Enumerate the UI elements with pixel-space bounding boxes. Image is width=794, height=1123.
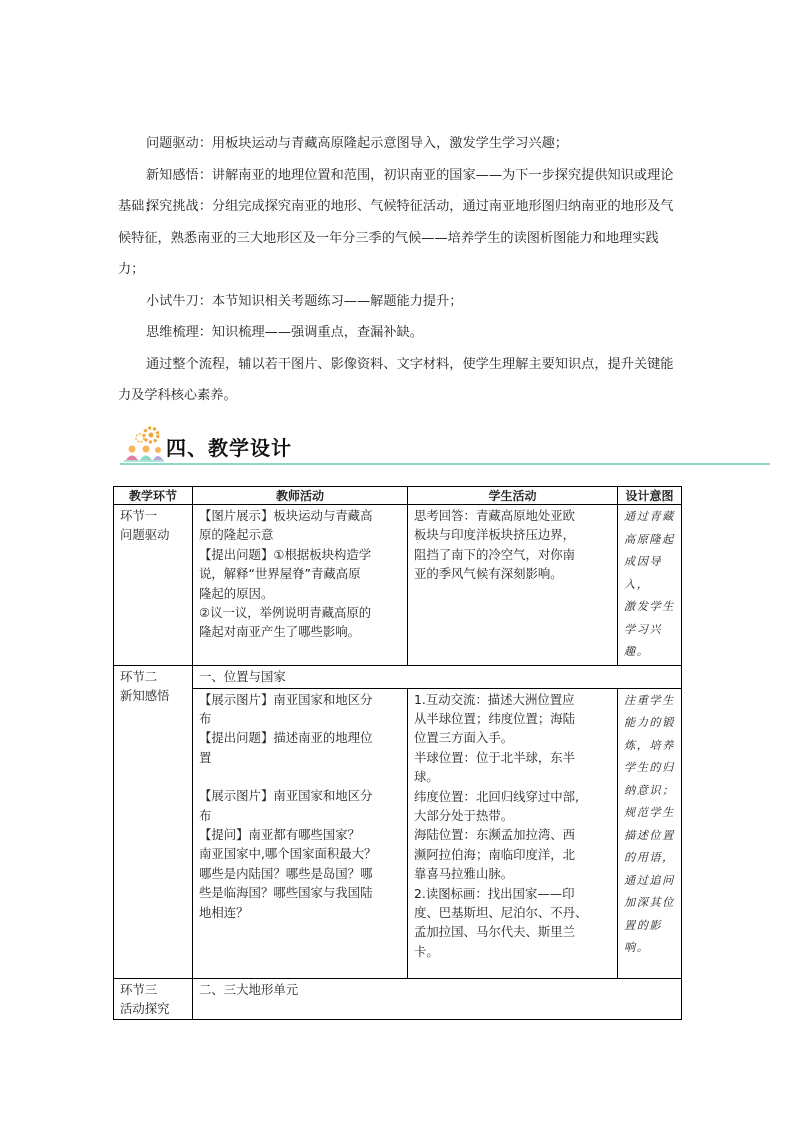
cell-text-line: 些是临海国？哪些国家与我国陆: [199, 885, 373, 901]
cell-text-line: 置: [199, 749, 212, 765]
step-cell: [114, 505, 193, 666]
section-title: 四、教学设计: [166, 436, 292, 460]
cell-text-line: 位置三方面入手。: [414, 730, 514, 746]
paragraph-problem-driven: 问题驱动：用板块运动与青藏高原隆起示意图导入，激发学生学习兴趣；: [146, 136, 568, 151]
design-intent-cell: [618, 688, 682, 978]
cell-text-line: 哪些是内陆国？哪些是岛国？哪: [199, 865, 373, 881]
cell-text-line: 规范学生: [624, 806, 675, 819]
cell-text-line: 【提出问题】①根据板块构造学: [199, 546, 372, 562]
cell-text-line: 从半球位置；纬度位置；海陆: [414, 710, 576, 726]
cell-text-line: 描述位置: [624, 828, 675, 842]
cell-text-line: 加深其位: [624, 896, 675, 909]
student-activity-cell: [408, 505, 618, 666]
cell-text-line: 问题驱动: [120, 527, 170, 543]
gears-people-icon: [122, 424, 166, 464]
paragraph-thinking-review: 思维梳理：知识梳理——强调重点，查漏补缺。: [146, 325, 423, 340]
cell-text-line: 【提问】南亚都有哪些国家？: [199, 826, 361, 842]
cell-text-line: 卡。: [414, 943, 439, 959]
cell-text-line: 【提出问题】描述南亚的地理位: [199, 730, 373, 746]
cell-text-line: 地相连？: [199, 904, 249, 920]
cell-text-line: 大部分处于热带。: [414, 807, 514, 823]
cell-text-line: 纬度位置：北回归线穿过中部,: [414, 788, 580, 804]
cell-text-line: 能力的锻: [624, 716, 675, 729]
table-row: [114, 688, 682, 978]
cell-text-line: 炼，培养: [624, 738, 675, 752]
cell-text-line: 南亚国家中,哪个国家面积最大？: [199, 846, 377, 862]
cell-text-line: 成因导入，: [624, 555, 663, 591]
cell-text-line: 注重学生: [624, 693, 675, 707]
cell-text-line: 布: [199, 807, 212, 823]
teaching-design-table: [113, 486, 682, 1020]
cell-text-line: 环节三: [120, 981, 158, 997]
cell-text-line: 新知感悟: [120, 687, 170, 703]
cell-text-line: 的用语，: [624, 851, 675, 864]
step-cell: [114, 978, 193, 1020]
header-teacher-activity: 教师活动: [193, 487, 408, 505]
table-row: [114, 505, 682, 666]
cell-text-line: 濒阿拉伯海；南临印度洋，北: [414, 846, 576, 862]
cell-text-line: ②议一议，举例说明青藏高原的: [199, 605, 372, 621]
student-activity-cell: [408, 688, 618, 978]
cell-text-line: 高原隆起: [624, 532, 675, 546]
section-heading: [120, 424, 770, 468]
cell-text-line: 海陆位置：东濒孟加拉湾、西: [414, 827, 576, 843]
cell-text-line: 思考回答：青藏高原地处亚欧: [414, 508, 576, 523]
cell-text-line: 1.互动交流：描述大洲位置应: [414, 691, 575, 707]
cell-text-line: 板块与印度洋板块挤压边界，: [414, 527, 576, 543]
table-row: [114, 978, 682, 1020]
section-title-location: 一、位置与国家: [193, 665, 682, 688]
cell-text-line: 度、巴基斯坦、尼泊尔、不丹、: [414, 904, 588, 920]
cell-text-line: 激发学生: [624, 600, 675, 613]
cell-text-line: 【展示图片】南亚国家和地区分: [199, 691, 373, 707]
table-row: [114, 665, 682, 688]
cell-text-line: 原的隆起示意: [199, 527, 274, 543]
cell-text-line: 【图片展示】板块运动与青藏高: [199, 508, 373, 523]
paragraph-new-knowledge: 新知感悟：讲解南亚的地理位置和范围，初识南亚的国家——为下一步探究提供知识或理论基础；: [118, 167, 674, 214]
header-student-activity: 学生活动: [408, 487, 618, 505]
cell-text-line: 通过青藏: [624, 510, 675, 523]
section-title-terrain: 二、三大地形单元: [193, 978, 682, 1020]
cell-text-line: 纳意识；: [624, 783, 675, 797]
cell-text-line: 【展示图片】南亚国家和地区分: [199, 788, 373, 804]
paragraph-summary: 通过整个流程，辅以若干图片、影像资料、文字材料，使学生理解主要知识点，提升关键能力及学科核心素养。: [118, 356, 674, 403]
cell-text-line: 隆起对南亚产生了哪些影响。: [199, 624, 361, 640]
cell-text-line: 孟加拉国、马尔代夫、斯里兰: [414, 924, 576, 940]
cell-text-line: 布: [199, 710, 212, 726]
cell-text-line: 学生的归: [624, 761, 675, 774]
cell-text-line: 置的影响。: [624, 918, 663, 954]
cell-text-line: 亚的季风气候有深刻影响。: [414, 566, 563, 582]
cell-text-line: 环节一: [120, 508, 158, 523]
cell-text-line: 环节二: [120, 668, 158, 684]
paragraph-practice: 小试牛刀：本节知识相关考题练习——解题能力提升；: [146, 293, 463, 309]
cell-text-line: 2.读图标画：找出国家——印: [414, 885, 575, 901]
cell-text-line: 隆起的原因。: [199, 585, 274, 601]
cell-text-line: 学习兴趣。: [624, 622, 663, 658]
header-design-intent: 设计意图: [618, 487, 682, 505]
teacher-activity-cell: [193, 688, 408, 978]
cell-text-line: 靠喜马拉雅山脉。: [414, 866, 514, 882]
cell-text-line: 说，解释“世界屋脊”青藏高原: [199, 566, 361, 582]
cell-text-line: 球。: [414, 769, 439, 785]
teacher-activity-cell: [193, 505, 408, 666]
cell-text-line: 活动探究: [120, 1000, 170, 1016]
table-header-row: [114, 487, 682, 505]
cell-text-line: 通过追问: [624, 873, 675, 887]
design-intent-cell: [618, 505, 682, 666]
cell-text-line: 半球位置：位于北半球，东半: [414, 749, 576, 765]
step-cell: [114, 665, 193, 978]
header-teaching-step: 教学环节: [114, 487, 193, 505]
cell-text-line: 阻挡了南下的冷空气，对你南: [414, 546, 576, 562]
paragraph-explore-challenge: 探究挑战：分组完成探究南亚的地形、气候特征活动，通过南亚地形图归纳南亚的地形及气候特征，熟悉南亚的三大地形区及一年分三季的气候——培养学生的读图析图能力和地理实践力；: [118, 199, 674, 277]
heading-rule: [120, 463, 770, 465]
